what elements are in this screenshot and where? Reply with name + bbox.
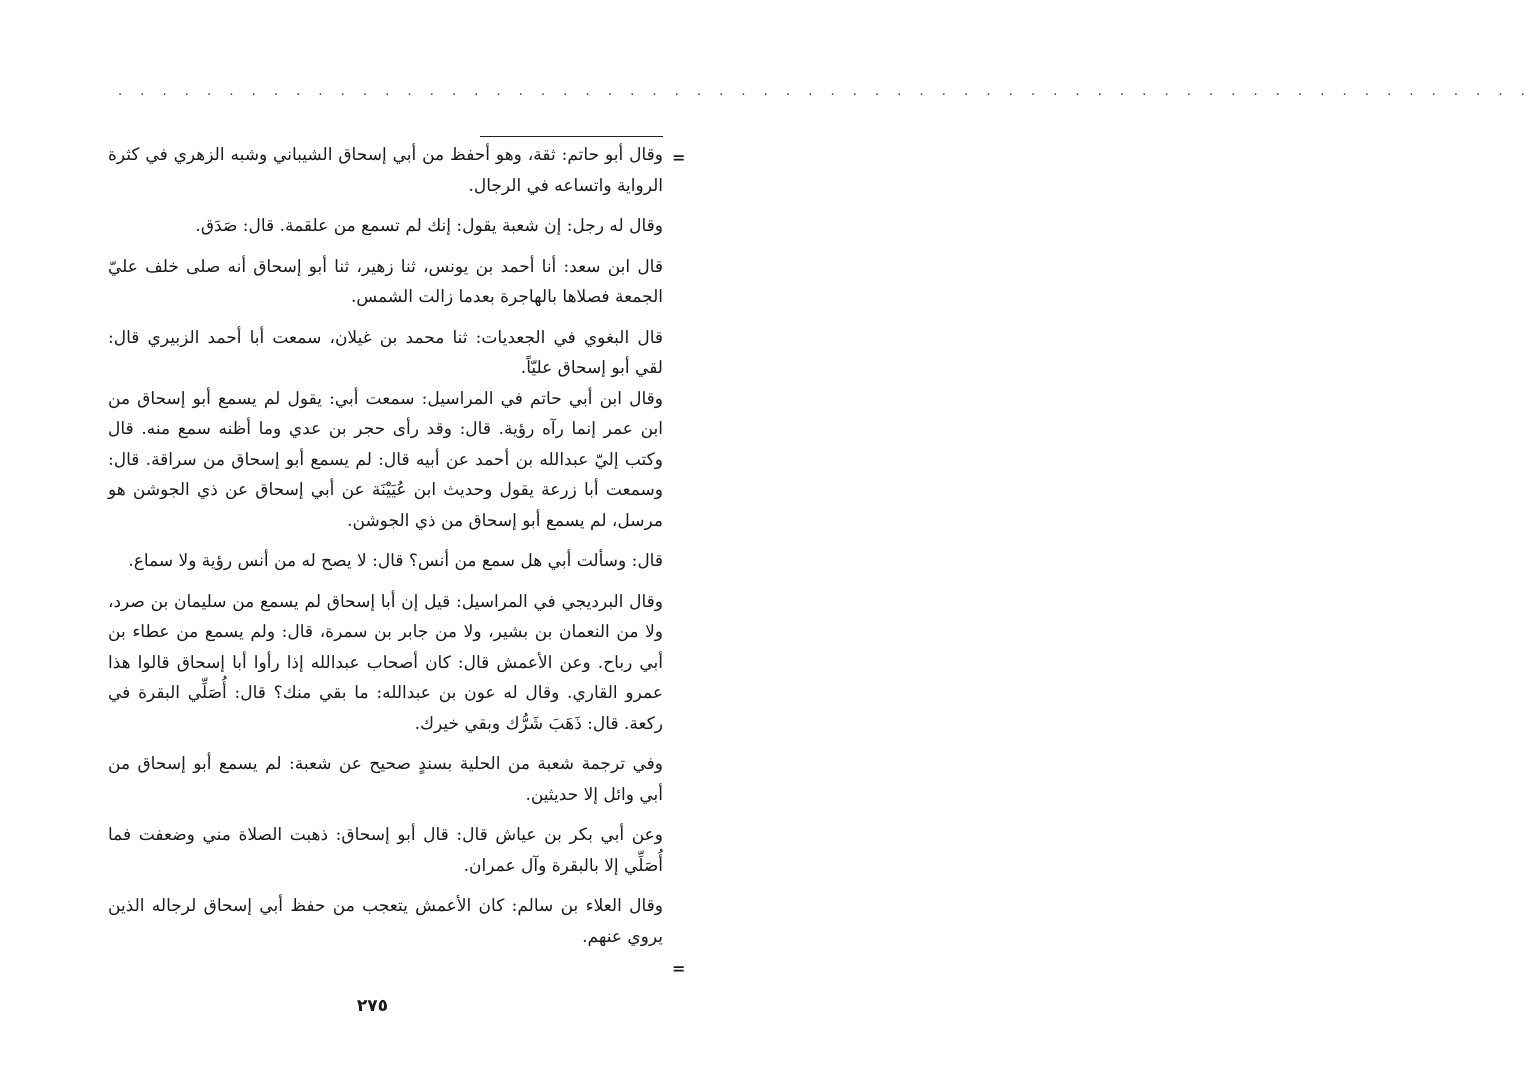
paragraph-8: وفي ترجمة شعبة من الحلية بسندٍ صحيح عن شعبة: لم يسمع أبو إسحاق من أبي وائل إلا حديثين. xyxy=(108,754,663,805)
paragraph-4: قال البغوي في الجعديات: ثنا محمد بن غيلان، سمعت أبا أحمد الزبيري قال: لقي أبو إسحاق عليّاً. xyxy=(108,327,663,378)
page-number: ٢٧٥ xyxy=(356,996,389,1016)
paragraph-10: وقال العلاء بن سالم: كان الأعمش يتعجب من حفظ أبي إسحاق لرجاله الذين يروي عنهم. xyxy=(108,896,663,947)
margin-mark-top: = xyxy=(672,148,686,167)
margin-mark-bottom: = xyxy=(672,959,686,978)
paragraph-3: قال ابن سعد: أنا أحمد بن يونس، ثنا زهير، ثنا أبو إسحاق أنه صلى خلف عليّ الجمعة فصلاها بالهاجرة بعدما زالت الشمس. xyxy=(108,256,663,307)
page-body xyxy=(108,140,663,962)
paragraph-7: وقال البرديجي في المراسيل: قيل إن أبا إسحاق لم يسمع من سليمان بن صرد، ولا من النعمان بن بشير، ولا من جابر بن سمرة، قال: ولم يسمع من عطاء بن أبي رباح. وعن الأعمش قال: كان أصحاب عبدالله إذا رأوا أبا إسحاق قالوا هذا عمرو القاري. وقال له عون بن عبدالله: ما بقي منك؟ قال: أُصَلِّي البقرة في ركعة. قال: ذَهَبَ شَرُّك وبقي خيرك. xyxy=(108,591,663,734)
paragraph-6: قال: وسألت أبي هل سمع من أنس؟ قال: لا يصح له من أنس رؤية ولا سماع. xyxy=(128,551,663,571)
header-dotted-rule: . . . . . . . . . . . . . . . . . . . . . . . . . . . . . . . . . . . . . . . . . . . . . . . . . . . . . . . . . . . . . . . . xyxy=(118,84,1532,99)
paragraph-1: وقال أبو حاتم: ثقة، وهو أحفظ من أبي إسحاق الشيباني وشبه الزهري في كثرة الرواية واتساعه في الرجال. xyxy=(108,145,663,196)
footnote-continuation-rule xyxy=(480,136,663,137)
paragraph-2: وقال له رجل: إن شعبة يقول: إنك لم تسمع من علقمة. قال: صَدَق. xyxy=(195,216,663,236)
paragraph-5: وقال ابن أبي حاتم في المراسيل: سمعت أبي: يقول لم يسمع أبو إسحاق من ابن عمر إنما رآه رؤية. قال: وقد رأى حجر بن عدي وما أظنه سمع منه. قال وكتب إليّ عبدالله بن أحمد عن أبيه قال: لم يسمع أبو إسحاق من سراقة. قال: وسمعت أبا زرعة يقول وحديث ابن عُيَيْنَة عن أبي إسحاق عن ذي الجوشن هو مرسل، لم يسمع أبو إسحاق من ذي الجوشن. xyxy=(108,388,663,531)
paragraph-9: وعن أبي بكر بن عياش قال: قال أبو إسحاق: ذهبت الصلاة مني وضعفت فما أُصَلِّي إلا بالبقرة وآل عمران. xyxy=(108,825,663,876)
